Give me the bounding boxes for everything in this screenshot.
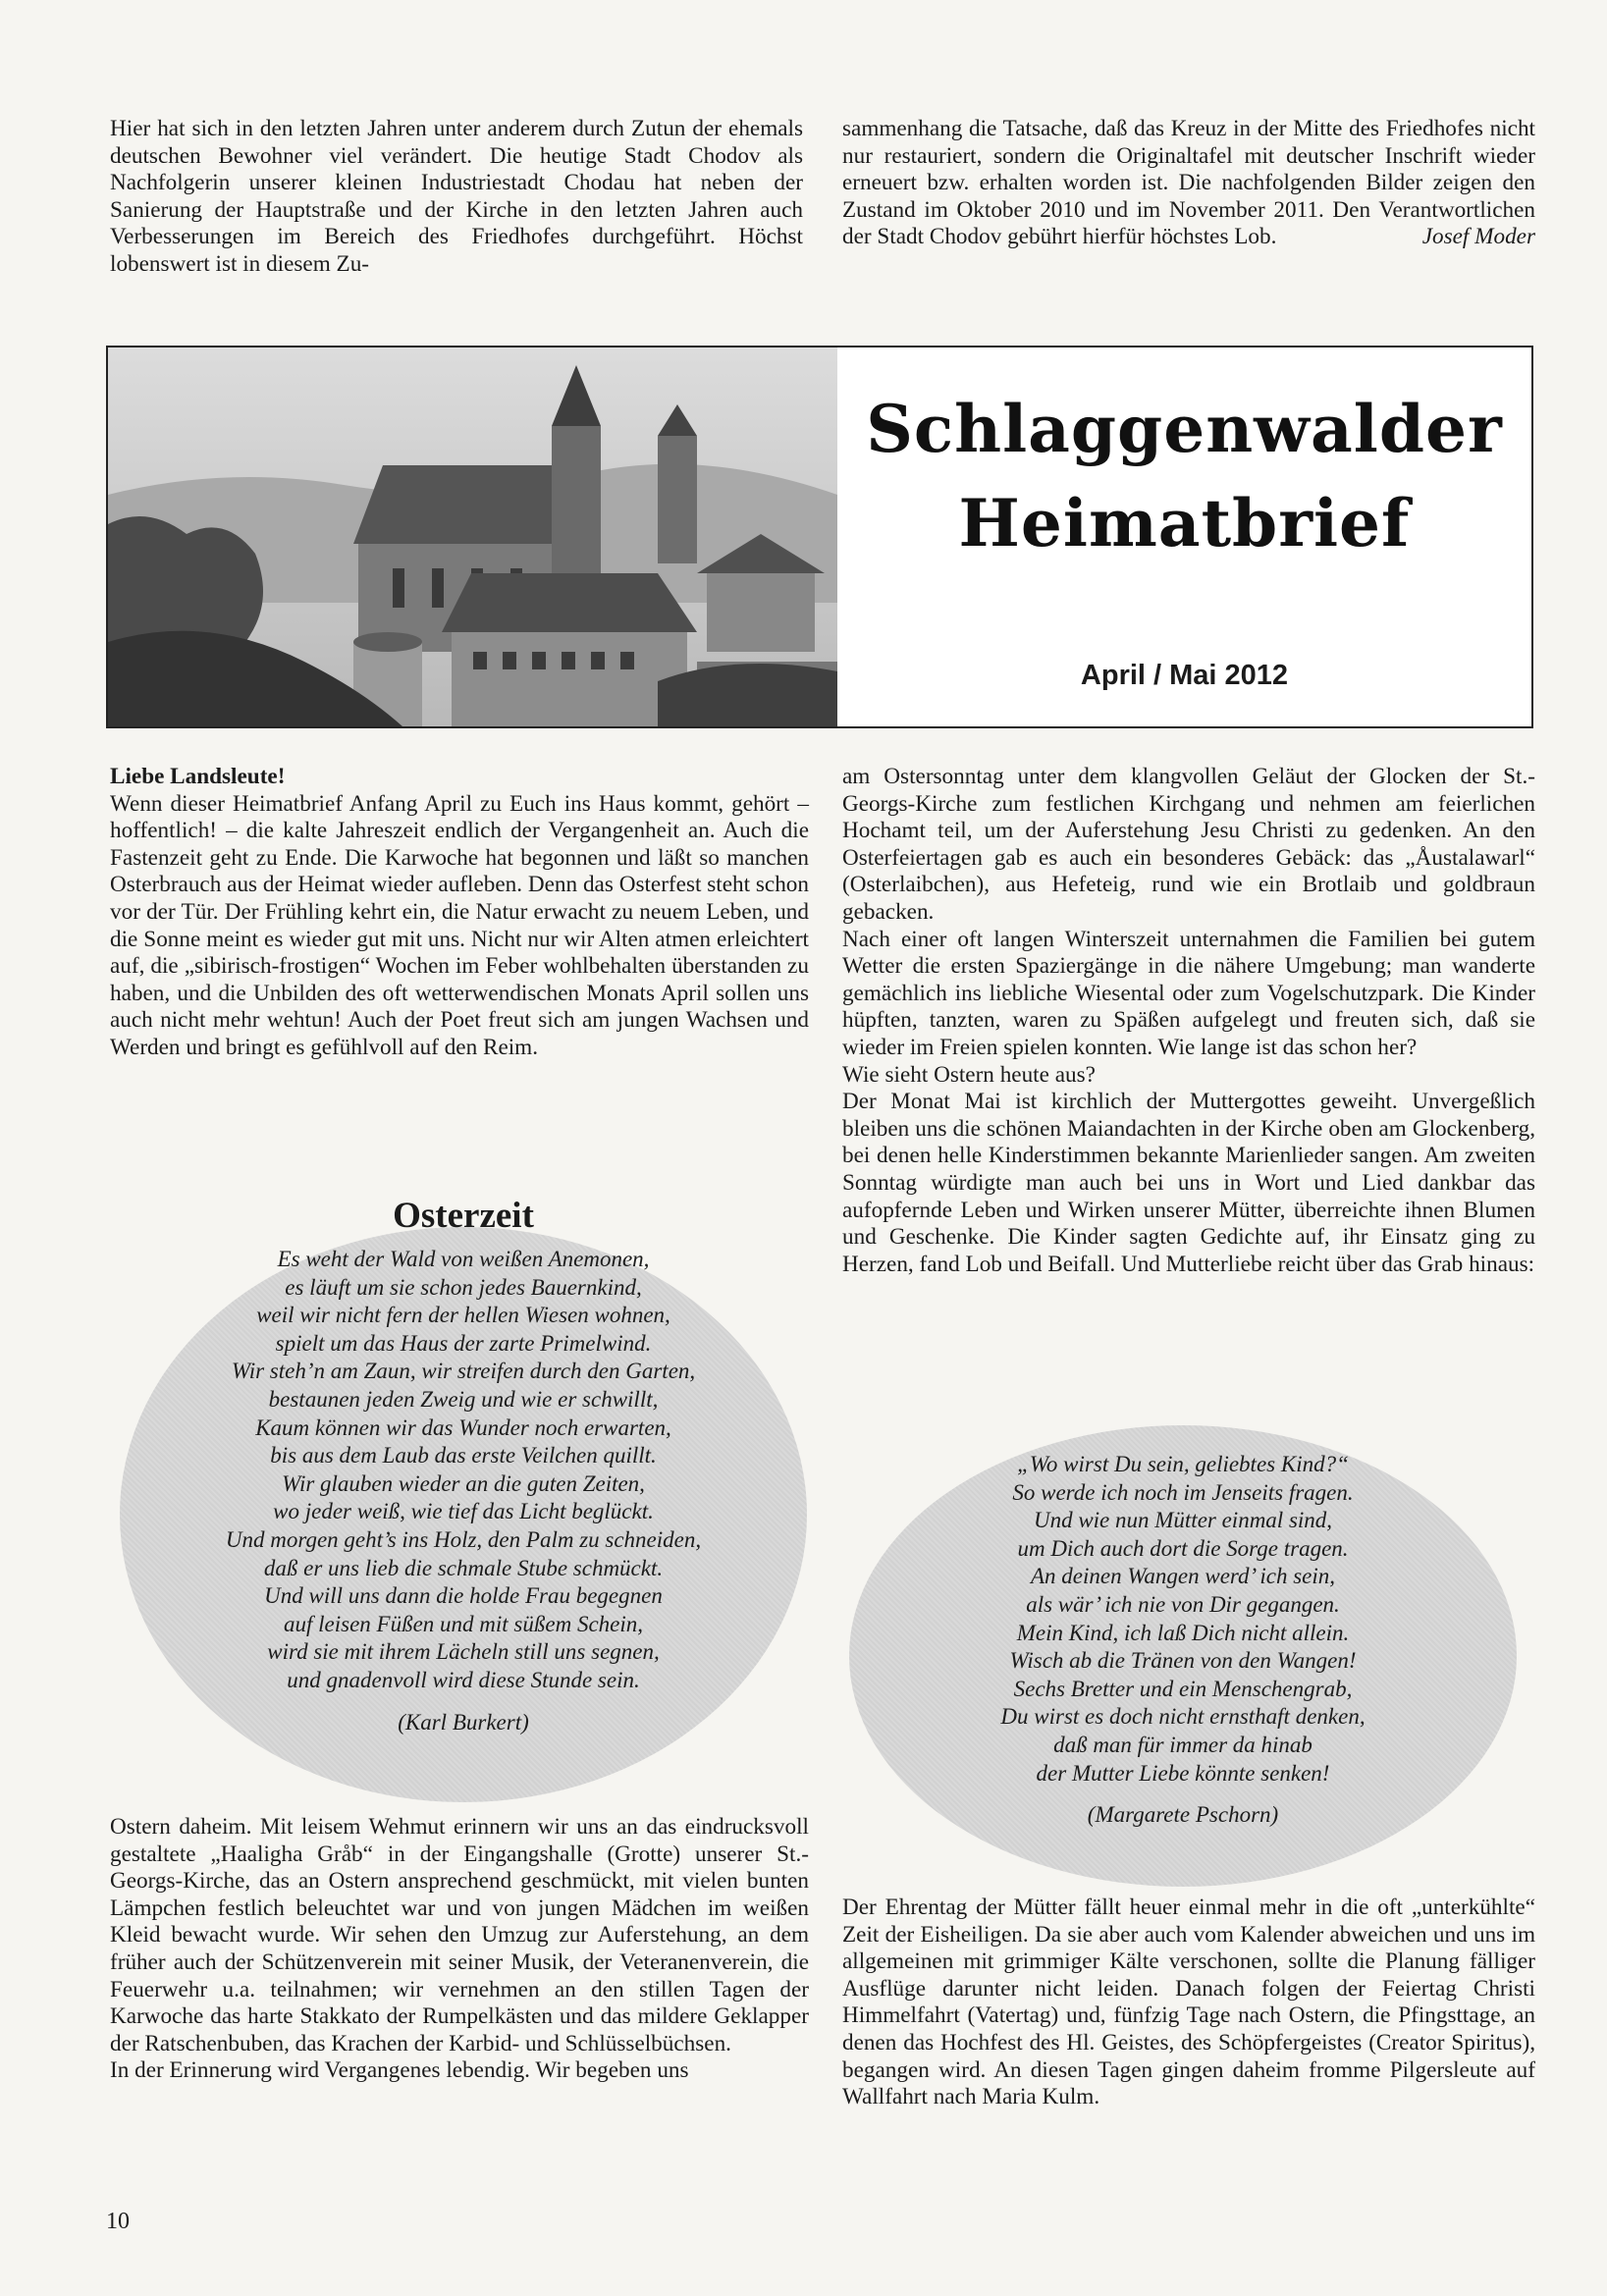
poem-1-line: Und morgen geht’s ins Holz, den Palm zu schneiden,	[225, 1526, 702, 1552]
letter-greeting: Liebe Landsleute!	[110, 764, 286, 789]
poem-2-line: daß man für immer da hinab	[1053, 1732, 1312, 1757]
letter-right-paragraph-3: Wie sieht Ostern heute aus?	[842, 1061, 1096, 1088]
letter-right-column	[842, 764, 1535, 1278]
poem-1-title: Osterzeit	[393, 1196, 534, 1236]
intro-right-column	[842, 116, 1535, 251]
poem-1-author: (Karl Burkert)	[398, 1709, 529, 1735]
masthead-title-line-2: Heimatbrief	[958, 485, 1411, 561]
poem-1-line: wird sie mit ihrem Lächeln still uns segnen,	[267, 1639, 660, 1665]
poem-1-line: Kaum können wir das Wunder noch erwarten,	[255, 1415, 671, 1440]
page-number: 10	[106, 2209, 130, 2234]
intro-left-text: Hier hat sich in den letzten Jahren unter anderem durch Zutun der ehemals deutschen Bewohner viel verändert. Die heutige Stadt Chodov als Nachfolgerin unserer kleinen Industriestadt Chodau hat neben der Sanierung der Hauptstraße und der Kirche in den letzten Jahren auch Verbesserungen im Bereich des Friedhofes durchgeführt. Höchst lobenswert ist in diesem Zu-	[110, 116, 803, 277]
poem-2-line: „Wo wirst Du sein, geliebtes Kind?“	[1017, 1452, 1349, 1476]
intro-right-body: sammenhang die Tatsache, daß das Kreuz in der Mitte des Friedhofes nicht nur restauriert, sondern die Originaltafel mit deutscher Inschrift wieder erneuert bzw. erhalten worden ist. Die nachfolgenden Bilder zeigen den Zustand im Oktober 2010 und im November 2011. Den Verantwortlichen der Stadt Chodov gebührt hierfür höchstes Lob.	[842, 116, 1535, 250]
poem-2-line: Wisch ab die Tränen von den Wangen!	[1009, 1648, 1357, 1674]
poem-1-line: wo jeder weiß, wie tief das Licht beglückt.	[273, 1499, 654, 1524]
poem-2-line: Und wie nun Mütter einmal sind,	[1033, 1508, 1333, 1533]
masthead	[106, 346, 1533, 728]
poem-mutterliebe	[849, 1451, 1517, 1830]
poem-1-line: Wir steh’n am Zaun, wir streifen durch den Garten,	[231, 1359, 696, 1384]
letter-easter-paragraph: Ostern daheim. Mit leisem Wehmut erinnern wir uns an das eindrucksvoll gestaltete „Haaligha Gråb“ in der Eingangshalle (Grotte) unserer St.-Georgs-Kirche, das an Ostern ansprechend geschmückt, mit vielen bunten Lämpchen festlich beleuchtet war und von jungen Mädchen im weißen Kleid bewacht wurde. Wir sehen den Umzug zur Auferstehung, an dem früher auch der Schützenverein mit seiner Musik, der Veteranenverein, die Feuerwehr u.a. teilnahmen; wir vernehmen an den stillen Tagen der Karwoche das harte Stakkato der Rumpelkästen und das mildere Geklapper der Ratschenbuben, das Krachen der Karbid- und Schlüsselbüchsen.	[110, 1814, 809, 2056]
poem-2-author: (Margarete Pschorn)	[1087, 1802, 1279, 1828]
poem-1-line: spielt um das Haus der zarte Primelwind.	[275, 1330, 652, 1356]
poem-2-line: Du wirst es doch nicht ernsthaft denken,	[1000, 1704, 1366, 1730]
poem-2-line: als wär’ ich nie von Dir gegangen.	[1026, 1591, 1340, 1617]
letter-mothers-day-paragraph: Der Ehrentag der Mütter fällt heuer einmal mehr in die oft „unterkühlte“ Zeit der Eisheiligen. Da sie aber auch vom Kalender abweichen und uns im allgemeinen mit grimmiger Kälte verschonen, sollte die Planung fälliger Ausflüge darunter nicht leiden. Danach folgen der Feiertag Christi Himmelfahrt (Vatertag) und, fünfzig Tage nach Ostern, die Pfingsttage, an denen das Hochfest des Hl. Geistes, des Schöpfergeistes (Creator Spiritus), begangen wird. An diesen Tagen gingen daheim fromme Pilgersleute auf Wallfahrt nach Maria Kulm.	[842, 1895, 1535, 2110]
poem-1-line: daß er uns lieb die schmale Stube schmückt.	[263, 1555, 664, 1580]
poem-2-line: um Dich auch dort die Sorge tragen.	[1017, 1535, 1349, 1561]
poem-1-line: Und will uns dann die holde Frau begegnen	[264, 1583, 663, 1609]
letter-right-paragraph-1: am Ostersonntag unter dem klangvollen Geläut der Glocken der St.-Georgs-Kirche zum festlichen Kirchgang und nehmen am feierlichen Hochamt teil, um der Auferstehung Jesu Christi zu gedenken. An den Osterfeiertagen gab es auch ein besonderes Gebäck: das „Åustalawarl“ (Osterlaibchen), aus Hefeteig, rund wie ein Brotlaib und goldbraun gebacken.	[842, 764, 1535, 925]
poem-2-line: Sechs Bretter und ein Menschengrab,	[1013, 1676, 1353, 1701]
poem-1-line: Es weht der Wald von weißen Anemonen,	[277, 1247, 650, 1271]
intro-right-text	[842, 116, 1535, 251]
letter-right-paragraph-4: Der Monat Mai ist kirchlich der Muttergottes geweiht. Unvergeßlich bleiben uns die schönen Maiandachten in der Kirche oben am Glockenberg, bei denen helle Kinderstimmen bekannte Marienlieder sangen. Am zweiten Sonntag würdigte man auch bei uns in Wort und Lied dankbar das aufopfernde Leben und Wirken unserer Mütter, überreichte ihnen Blumen und Geschenke. Die Kinder sagten Gedichte auf, ihr Einsatz ging zu Herzen, fand Lob und Beifall. Und Mutterliebe reicht über das Grab hinaus:	[842, 1089, 1535, 1277]
poem-osterzeit	[120, 1193, 807, 1736]
poem-1-line: Wir glauben wieder an die guten Zeiten,	[282, 1470, 645, 1496]
letter-right-bottom	[842, 1895, 1535, 2111]
issue-date: April / Mai 2012	[1080, 660, 1289, 691]
poem-2-line: An deinen Wangen werd’ ich sein,	[1030, 1564, 1336, 1589]
intro-left-column	[110, 116, 803, 279]
poem-2-line: So werde ich noch im Jenseits fragen.	[1012, 1479, 1354, 1505]
letter-left-column	[110, 764, 809, 1062]
letter-left-paragraph: Wenn dieser Heimatbrief Anfang April zu Euch ins Haus kommt, gehört – hoffentlich! – die kalte Jahreszeit endlich der Vergangenheit an. Auch die Fastenzeit geht zu Ende. Die Karwoche hat begonnen und läßt so manchen Osterbrauch aus der Heimat wieder aufleben. Denn das Osterfest steht schon vor der Tür. Der Frühling kehrt ein, die Natur erwacht zu neuem Leben, und die Sonne meint es wieder gut mit uns. Nicht nur wir Alten atmen erleichtert auf, die „sibirisch-frostigen“ Wochen im Feber wohlbehalten überstanden zu haben, und die Unbilden des oft wetterwendischen Monats April sollen uns auch nicht mehr wehtun! Auch der Poet freut sich am jungen Wachsen und Werden und bringt es gefühlvoll auf den Reim.	[110, 790, 809, 1060]
intro-author: Josef Moder	[1421, 224, 1535, 250]
poem-1-line: weil wir nicht fern der hellen Wiesen wohnen,	[256, 1303, 670, 1328]
letter-memory-paragraph: In der Erinnerung wird Vergangenes lebendig. Wir begeben uns	[110, 2057, 689, 2084]
poem-2-line: der Mutter Liebe könnte senken!	[1036, 1760, 1330, 1786]
poem-1-line: auf leisen Füßen und mit süßem Schein,	[283, 1611, 643, 1636]
poem-1-line: bestaunen jeden Zweig und wie er schwillt,	[268, 1386, 659, 1412]
letter-left-bottom	[110, 1814, 809, 2085]
poem-1-line: und gnadenvoll wird diese Stunde sein.	[287, 1667, 640, 1692]
poem-2-line: Mein Kind, ich laß Dich nicht allein.	[1016, 1620, 1350, 1645]
masthead-title-area	[837, 347, 1531, 726]
church-town-photo	[108, 347, 837, 726]
masthead-title-line-1: Schlaggenwalder	[866, 391, 1503, 467]
letter-right-paragraph-2: Nach einer oft langen Winterszeit unternahmen die Familien bei gutem Wetter die ersten Spaziergänge in die nähere Umgebung; man wanderte gemächlich ins liebliche Wiesental oder zum Vogelschutzpark. Die Kinder hüpften, tanzten, waren zu Späßen aufgelegt und freuten sich, daß sie wieder im Freien spielen konnten. Wie lange ist das schon her?	[842, 926, 1535, 1060]
poem-1-line: es läuft um sie schon jedes Bauernkind,	[285, 1274, 642, 1300]
poem-1-line: bis aus dem Laub das erste Veilchen quillt.	[270, 1443, 657, 1468]
